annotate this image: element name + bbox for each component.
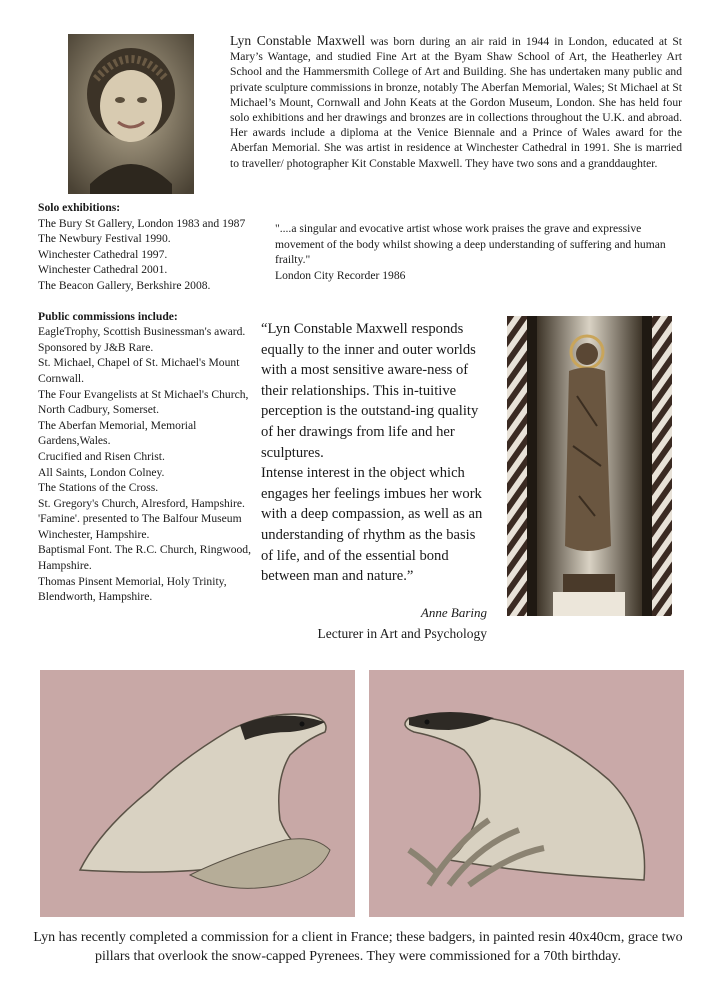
press-quote-text: "....a singular and evocative artist whose work praises the grave and expressive movement of the body whilst showing a deep understanding of suffering and human frailty.": [275, 222, 666, 266]
badger-relief-photo-right: [369, 670, 684, 917]
artist-portrait-photo: [68, 34, 194, 194]
badger-commission-caption: Lyn has recently completed a commission for a client in France; these badgers, in painted resin 40x40cm, grace two pillars that overlook the snow-capped Pyrenees. They were commissioned for a 70th birthday.: [33, 930, 683, 964]
commission-item: All Saints, London Colney.: [38, 465, 165, 479]
solo-exhibition-item: The Beacon Gallery, Berkshire 2008.: [38, 278, 211, 292]
biography-text: was born during an air raid in 1944 in London, educated at St Mary’s Wantage, and studied Fine Art at the Byam Shaw School of Art, the Heatherley Art School and the Hammersmith College of Art and Building. She has undertaken many public and private sculpture commissions in bronze, notably The Aberfan Memorial, Wales; St Michael at St Michael’s Mount, Cornwall and John Keats at the Gordon Museum, London. She has held four solo exhibitions and her drawings and bronzes are in collections throughout the U.K. and abroad. Her awards include a diploma at the Venice Biennale and a Prince of Wales award for the Aberfan Memorial. She was artist in residence at Winchester Cathedral in 1991. She is married to traveller/ photographer Kit Constable Maxwell. They have two sons and a granddaughter.: [230, 35, 682, 170]
saint-statue-photo: [507, 316, 672, 616]
critic-quote: [261, 319, 487, 587]
artist-name: Lyn Constable Maxwell: [230, 33, 366, 48]
commission-item: The Four Evangelists at St Michael's Church, North Cadbury, Somerset.: [38, 387, 249, 417]
critic-quote-para-1: “Lyn Constable Maxwell responds equally to the inner and outer worlds with a most sensitive aware-ness of their relationships. This in-tuitive perception is the outstand-ing quality of her drawings from life and her sculptures.: [261, 321, 479, 461]
exhibitions-column: [38, 200, 270, 605]
press-quote-source: London City Recorder 1986: [275, 268, 406, 282]
solo-exhibitions-heading: Solo exhibitions:: [38, 201, 121, 214]
commission-item: 'Famine'. presented to The Balfour Museum Winchester, Hampshire.: [38, 512, 242, 541]
public-commissions-heading: Public commissions include:: [38, 309, 178, 323]
commission-item: EagleTrophy, Scottish Businessman's award. Sponsored by J&B Rare.: [38, 325, 246, 354]
quote-author-title: Lecturer in Art and Psychology: [317, 626, 487, 641]
solo-exhibition-item: Winchester Cathedral 1997.: [38, 247, 168, 261]
biography-paragraph: [230, 33, 682, 171]
commission-item: The Aberfan Memorial, Memorial Gardens,Wales.: [38, 418, 197, 448]
badger-relief-photo-left: [40, 670, 355, 917]
solo-exhibition-item: Winchester Cathedral 2001.: [38, 263, 168, 277]
commission-item: Crucified and Risen Christ.: [38, 449, 165, 463]
press-quote: [275, 221, 670, 283]
solo-exhibition-item: The Newbury Festival 1990.: [38, 232, 171, 246]
critic-quote-para-2: Intense interest in the object which engages her feelings imbues her work with a deep compassion, as well as an understanding of rhythm as the basis of life, and of the essential bond between man and nature.”: [261, 465, 483, 585]
quote-author: Anne Baring: [420, 605, 487, 620]
commission-item: Thomas Pinsent Memorial, Holy Trinity, Blendworth, Hampshire.: [38, 574, 227, 604]
commission-item: Baptismal Font. The R.C. Church, Ringwood, Hampshire.: [38, 543, 251, 573]
commission-item: The Stations of the Cross.: [38, 481, 159, 495]
commission-item: St. Michael, Chapel of St. Michael's Mount Cornwall.: [38, 356, 240, 385]
solo-exhibition-item: The Bury St Gallery, London 1983 and 1987: [38, 216, 246, 230]
commission-item: St. Gregory's Church, Alresford, Hampshire.: [38, 496, 245, 510]
